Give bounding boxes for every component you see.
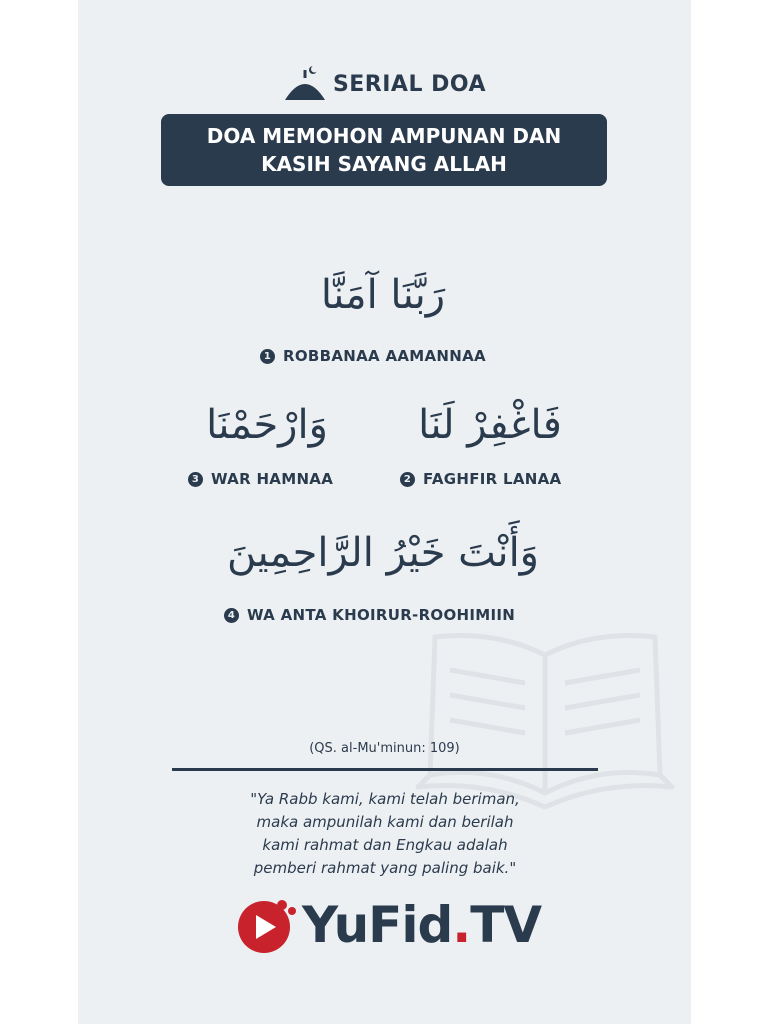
arabic-verse-4: وَأَنْتَ خَيْرُ الرَّاحِمِينَ <box>227 530 539 576</box>
mosque-dome-icon <box>283 64 327 104</box>
logo-dot: . <box>452 896 471 954</box>
verse-number-4: 4 <box>224 608 239 623</box>
translation-quote <box>178 788 592 880</box>
title-line-2: KASIH SAYANG ALLAH <box>261 152 507 176</box>
series-label: SERIAL DOA <box>332 71 487 97</box>
translation-line-1: "Ya Rabb kami, kami telah beriman, <box>250 790 520 808</box>
yufid-play-logo-icon <box>234 895 298 955</box>
source-reference: (QS. al-Mu'minun: 109) <box>309 741 460 756</box>
translit-verse-3 <box>188 470 333 488</box>
doa-card <box>78 0 691 1024</box>
translit-verse-2 <box>400 470 561 488</box>
translit-verse-1 <box>260 347 486 365</box>
translit-text-4: WA ANTA KHOIRUR-ROOHIMIIN <box>247 606 516 624</box>
logo-part-yufid: YuFid <box>302 896 453 954</box>
translit-text-1: ROBBANAA AAMANNAA <box>283 347 486 365</box>
logo-part-tv: TV <box>470 896 542 954</box>
arabic-verse-1: رَبَّنَا آمَنَّا <box>320 272 446 318</box>
translation-line-4: pemberi rahmat yang paling baik." <box>253 859 517 877</box>
verse-number-3: 3 <box>188 472 203 487</box>
translit-text-2: FAGHFIR LANAA <box>423 470 562 488</box>
verse-number-2: 2 <box>400 472 415 487</box>
series-header <box>78 64 691 104</box>
arabic-verse-2: فَاغْفِرْ لَنَا <box>418 402 562 448</box>
title-line-1: DOA MEMOHON AMPUNAN DAN <box>206 124 562 148</box>
logo-wordmark <box>302 896 541 954</box>
translit-text-3: WAR HAMNAA <box>211 470 334 488</box>
translation-line-2: maka ampunilah kami dan berilah <box>256 813 514 831</box>
yufid-logo <box>234 895 541 955</box>
verse-number-1: 1 <box>260 349 275 364</box>
title-banner <box>161 114 607 186</box>
open-book-watermark-icon <box>400 615 690 815</box>
divider-line <box>172 768 598 771</box>
translation-line-3: kami rahmat dan Engkau adalah <box>262 836 508 854</box>
arabic-verse-3: وَارْحَمْنَا <box>206 402 328 448</box>
